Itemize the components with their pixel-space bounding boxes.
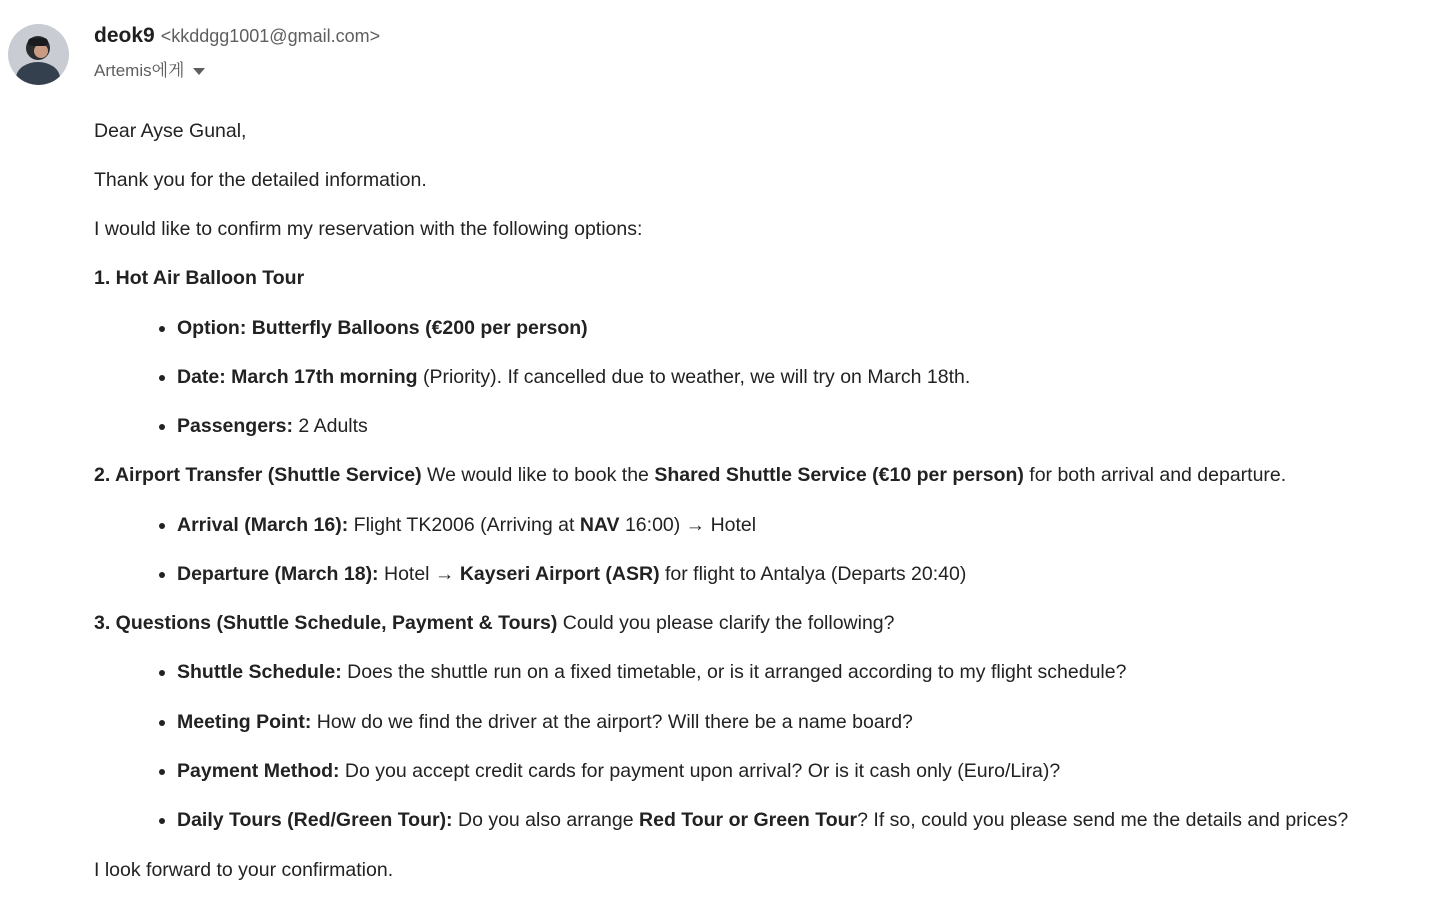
list-item xyxy=(177,656,1126,688)
section-heading-text: 3. Questions (Shuttle Schedule, Payment & Tours) xyxy=(94,612,558,634)
item-text: Hotel → xyxy=(378,563,460,585)
section-heading-questions xyxy=(94,607,895,639)
item-label: Date: March 17th morning xyxy=(177,366,418,388)
section-text: We would like to book the xyxy=(421,464,655,486)
avatar[interactable] xyxy=(8,24,69,85)
list-item xyxy=(177,509,756,541)
item-label: Option: Butterfly Balloons (€200 per person) xyxy=(177,317,588,339)
section-heading-text: 2. Airport Transfer (Shuttle Service) xyxy=(94,464,422,486)
intro-paragraph: I would like to confirm my reservation with the following options: xyxy=(94,218,643,240)
bullet-icon xyxy=(159,769,165,775)
item-text: Flight TK2006 (Arriving at xyxy=(348,514,580,536)
section-heading-transfer xyxy=(94,459,1286,491)
closing-paragraph: I look forward to your confirmation. xyxy=(94,859,394,881)
item-label: Arrival (March 16): xyxy=(177,514,349,536)
message-header xyxy=(94,24,380,81)
item-text: 2 Adults xyxy=(292,415,368,437)
caret-down-icon[interactable] xyxy=(193,60,205,80)
item-text: Does the shuttle run on a fixed timetable, or is it arranged according to my flight schedule? xyxy=(341,661,1127,683)
thanks-paragraph: Thank you for the detailed information. xyxy=(94,169,427,191)
recipient-dropdown[interactable] xyxy=(94,56,380,81)
item-label: Meeting Point: xyxy=(177,711,312,733)
bullet-icon xyxy=(159,670,165,676)
item-label: Shuttle Schedule: xyxy=(177,661,342,683)
bullet-icon xyxy=(159,326,165,332)
bullet-icon xyxy=(159,523,165,529)
greeting: Dear Ayse Gunal, xyxy=(94,120,247,142)
recipient-label: Artemis에게 xyxy=(94,61,185,80)
list-item xyxy=(177,410,368,442)
sender-name[interactable]: deok9 xyxy=(94,24,155,47)
sender-line xyxy=(94,24,380,54)
bullet-icon xyxy=(159,424,165,430)
bullet-icon xyxy=(159,572,165,578)
section-heading-text: 1. Hot Air Balloon Tour xyxy=(94,267,305,289)
section-text: for both arrival and departure. xyxy=(1023,464,1287,486)
section-heading-balloon xyxy=(94,262,304,294)
item-bold: Kayseri Airport (ASR) xyxy=(459,563,660,585)
sender-email[interactable]: <kkddgg1001@gmail.com> xyxy=(160,26,381,46)
item-label: Payment Method: xyxy=(177,760,340,782)
item-label: Passengers: xyxy=(177,415,293,437)
list-item xyxy=(177,804,1348,836)
item-label: Departure (March 18): xyxy=(177,563,379,585)
item-text: 16:00) → Hotel xyxy=(619,514,757,536)
item-label: Daily Tours (Red/Green Tour): xyxy=(177,809,453,831)
section-bold: Shared Shuttle Service (€10 per person) xyxy=(654,464,1024,486)
section-text: Could you please clarify the following? xyxy=(557,612,895,634)
bullet-icon xyxy=(159,375,165,381)
list-item xyxy=(177,558,966,590)
item-text: Do you also arrange xyxy=(452,809,640,831)
item-bold: Red Tour or Green Tour xyxy=(639,809,858,831)
list-item xyxy=(177,312,588,344)
bullet-icon xyxy=(159,818,165,824)
item-text: (Priority). If cancelled due to weather, we will try on March 18th. xyxy=(417,366,971,388)
bullet-icon xyxy=(159,720,165,726)
list-item xyxy=(177,755,1060,787)
item-text: Do you accept credit cards for payment upon arrival? Or is it cash only (Euro/Lira)? xyxy=(339,760,1061,782)
item-text: How do we find the driver at the airport? Will there be a name board? xyxy=(311,711,913,733)
item-text: ? If so, could you please send me the details and prices? xyxy=(857,809,1349,831)
list-item xyxy=(177,706,913,738)
item-text: for flight to Antalya (Departs 20:40) xyxy=(659,563,967,585)
item-bold: NAV xyxy=(579,514,620,536)
list-item xyxy=(177,361,970,393)
